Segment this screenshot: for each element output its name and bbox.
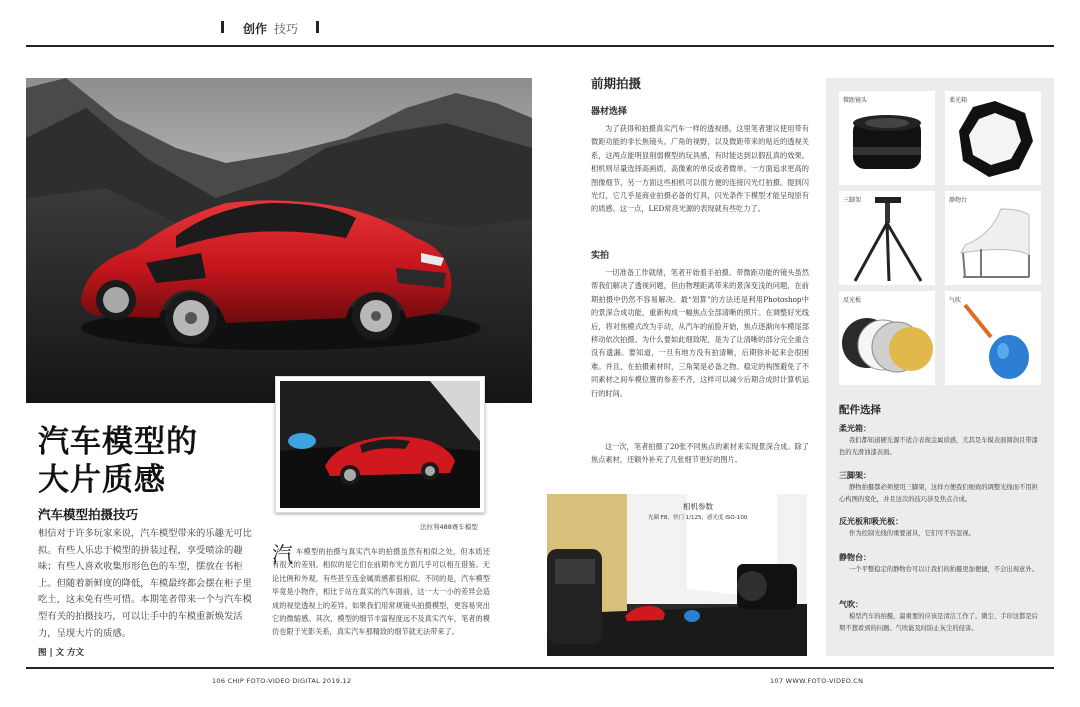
subsection-label: 技巧 (274, 22, 299, 36)
tripod-text: 静物拍摄都必须使用三脚架，这样方便我们细致的调整光线而不用担心构图的变化，并且这次的技巧涉及焦点合成。 (839, 484, 1038, 503)
tile-macro-lens (839, 91, 935, 185)
section-label: 创作 (243, 22, 268, 36)
air-blower-icon (951, 301, 1035, 381)
shooting-text: 一切准备工作就绪，笔者开始着手拍摄。带微距功能的镜头虽然帮我们解决了透视问题，但由物理距离带来的景深变浅的问题，在前期拍摄中仍然不容易解决。最“划算”的方法还是利用Photoshop中的景深合成功能，重新构成一幅焦点全部清晰的照片。在调整好光线后，将对焦模式改为手动，从汽车的前脸开始，焦点逐渐向车模尾部移动依次拍摄。为什么要如此细致呢，是为了让清晰的部分完全重合没有遗漏。要知道，一旦有地方没有拍清晰，后期弥补起来会很困难。并且，在拍摄素材时，三角架是必备之物。稳定的构图避免了不同素材之间车模位置的参差不齐，这样可以减少后期合成时计算机运行的时间。 (591, 268, 809, 398)
byline: 图 | 文 方文 (38, 648, 84, 658)
setup-photo (275, 376, 485, 513)
shooting-text-2: 这一次，笔者拍摄了20张不同焦点的素材来实现景深合成。除了焦点素材，还额外补充了几张细节更好的图片。 (591, 442, 809, 465)
table-title: 静物台： (839, 553, 871, 562)
pre-shoot-heading: 前期拍摄 (591, 76, 642, 91)
article-subtitle: 汽车模型拍摄技巧 (38, 507, 139, 522)
article-title-line2: 大片质感 (38, 462, 166, 498)
article-title-line1: 汽车模型的 (38, 424, 198, 460)
reflector-title: 反光板和吸光板： (839, 517, 903, 526)
tile-air-blower (945, 291, 1041, 385)
equipment-heading: 器材选择 (591, 107, 628, 117)
tile-label: 反光板 (843, 297, 862, 304)
tile-softbox (945, 91, 1041, 185)
tripod-title: 三脚架： (839, 471, 871, 480)
softbox-icon (953, 97, 1037, 181)
blower-text: 模型汽车的拍摄，最重要的应该是清洁工作了。微尘、手印这都是后期不想看到的问题。气吹能及时防止灰尘的侵害。 (839, 613, 1038, 632)
blower-title: 气吹： (839, 600, 863, 609)
table-text: 一个平整稳定的静物台可以让我们的拍摄更加便捷，不会出现意外。 (849, 566, 1038, 573)
setup-photo-caption: 法拉利488赛车模型 (420, 523, 478, 531)
reflector-icon (841, 303, 933, 383)
tile-label: 静物台 (949, 197, 968, 204)
header-rule (26, 45, 1054, 47)
header-marker-left (221, 21, 224, 33)
equipment-text: 为了获得和拍摄真实汽车一样的透视感，这里笔者建议使用带有微距功能的非长焦镜头。广角的视野，以及微距带来的贴近的透视关系，这两点能明显削弱模型的玩具感，有时能达到以假乱真的效果。相机则尽量选择高画质，高像素的单反或者微单。一方面追求更高的图像细节，另一方面这些相机可以很方便的连接闪光灯拍摄。提到闪光灯，它几乎是商业拍摄必备的灯具，闪光条件下模型才能呈现原有的质感。这一点，LED常亮光源的表现就有些吃力了。 (591, 124, 809, 214)
tile-label: 微距镜头 (843, 97, 868, 104)
softbox-text: 我们都知道硬光源不适合表现金属质感，尤其是车模表面圆润且带漆色的光滑油漆表面。 (839, 437, 1038, 456)
article-intro: 相信对于许多玩家来说，汽车模型带来的乐趣无可比拟。有些人乐忠于模型的拼装过程，享受喷涂的趣味；有些人喜欢收集形形色色的车型，摆放在书柜上。但随着新鲜度的降低，车模最终都会摆在柜子里吃土，这未免有些可惜。本期笔者带来一个与汽车模型有关的拍摄技巧，可以让手中的车模重新焕发活力，呈现大片的质感。 (38, 528, 252, 639)
camera-params: 光圈 F8，快门 1/125，感光度 ISO-100 (648, 515, 748, 521)
reflector-text: 作为控制光线的重要道具，它们可不容忽视。 (849, 530, 975, 537)
tile-label: 柔光箱 (949, 97, 968, 104)
tile-reflector (839, 291, 935, 385)
tripod-icon (845, 195, 929, 283)
shooting-heading: 实拍 (591, 251, 610, 261)
tile-label: 三脚架 (843, 197, 862, 204)
footer-left-folio: 106 CHIP FOTO-VIDEO DIGITAL 2019.12 (212, 677, 352, 685)
tile-tripod (839, 191, 935, 285)
left-body-text: 车模型的拍摄与真实汽车的拍摄虽然有相似之处，但本质还有很大的差别。相似的是它们在前期布光方面几乎可以相互借鉴。无论比例和外观，有些甚至连金属质感都很相似。不同的是，汽车模型毕竟是小物件，相比于站在真实的汽车面前，这一大一小的差异会造成的视觉透视上的差异。如果我们用常规镜头拍摄模型，更容易突出它的微缩感。其次，模型的细节丰富程度远不及真实汽车，笔者的模仿也限于光影关系，真实汽车那精致的细节就无法带来了。 (272, 547, 490, 637)
accessories-heading: 配件选择 (839, 404, 881, 416)
tile-label: 气吹 (949, 297, 962, 304)
footer-right-folio: 107 WWW.FOTO-VIDEO.CN (770, 677, 864, 685)
header-marker-right (316, 21, 319, 33)
footer-rule (26, 667, 1054, 669)
hero-photo (26, 78, 532, 403)
drop-cap: 汽 (272, 543, 293, 567)
still-life-table-icon (951, 205, 1035, 281)
softbox-title: 柔光箱： (839, 424, 871, 433)
camera-params-title: 相机参数 (683, 502, 713, 511)
tile-still-life-table (945, 191, 1041, 285)
macro-lens-icon (845, 109, 929, 179)
